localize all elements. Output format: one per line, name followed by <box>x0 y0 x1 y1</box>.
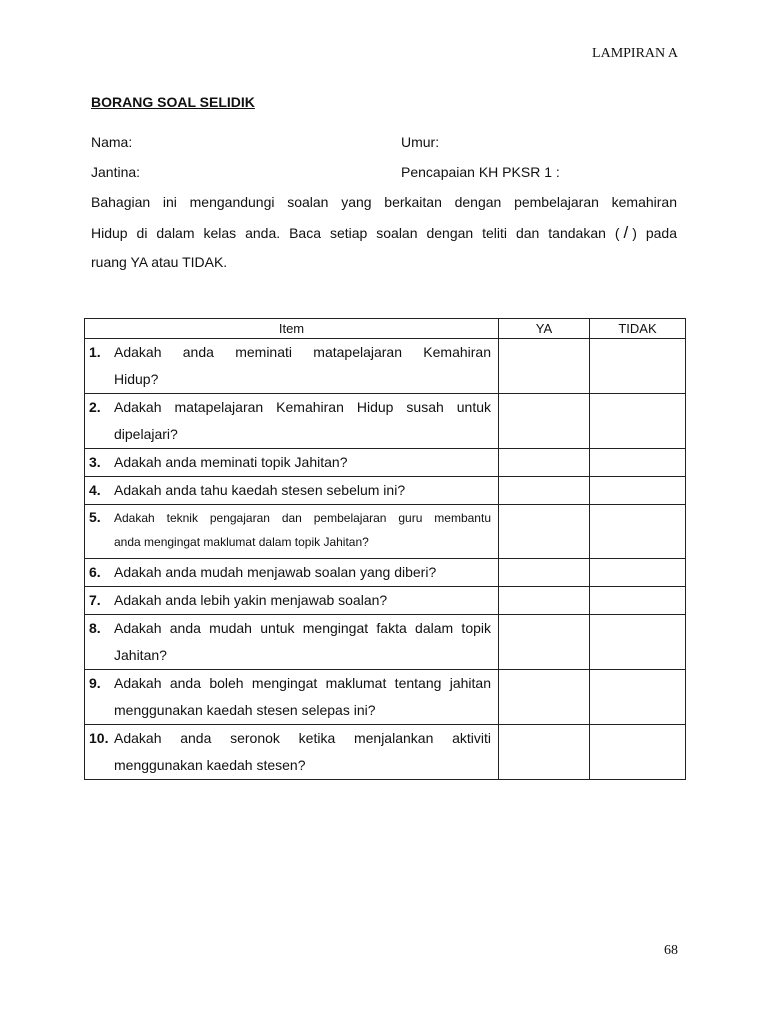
question-number: 6. <box>89 564 101 580</box>
answer-tidak-cell[interactable] <box>590 587 686 615</box>
instructions-line-2 <box>91 218 677 249</box>
answer-ya-cell[interactable] <box>499 339 590 394</box>
question-text: Adakah anda seronok ketika menjalankan aktiviti <box>114 730 491 746</box>
instructions-line-2a: Hidup di dalam kelas anda. Baca setiap soalan dengan teliti dan tandakan ( <box>91 224 620 241</box>
answer-ya-cell[interactable] <box>499 394 590 449</box>
table-row <box>85 725 686 780</box>
form-title: BORANG SOAL SELIDIK <box>91 94 255 110</box>
answer-ya-cell[interactable] <box>499 587 590 615</box>
answer-tidak-cell[interactable] <box>590 615 686 670</box>
answer-tidak-cell[interactable] <box>590 449 686 477</box>
table-row <box>85 559 686 587</box>
question-text: menggunakan kaedah stesen? <box>114 757 306 773</box>
answer-ya-cell[interactable] <box>499 670 590 725</box>
answer-tidak-cell[interactable] <box>590 725 686 780</box>
question-number: 2. <box>89 399 101 415</box>
instructions-line-1: Bahagian ini mengandungi soalan yang berkaitan dengan pembelajaran kemahiran <box>91 194 677 210</box>
pencapaian-label: Pencapaian KH PKSR 1 : <box>401 164 560 180</box>
table-row <box>85 670 686 725</box>
question-text: Jahitan? <box>114 647 167 663</box>
question-number: 4. <box>89 482 101 498</box>
header-item: Item <box>85 319 499 339</box>
appendix-label: LAMPIRAN A <box>592 46 678 61</box>
question-number: 9. <box>89 675 101 691</box>
nama-label: Nama: <box>91 134 133 150</box>
answer-tidak-cell[interactable] <box>590 559 686 587</box>
instructions-line-3: ruang YA atau TIDAK. <box>91 254 228 270</box>
question-text: Adakah anda mudah untuk mengingat fakta dalam topik <box>114 620 491 636</box>
answer-ya-cell[interactable] <box>499 559 590 587</box>
question-text: Adakah anda tahu kaedah stesen sebelum ini? <box>114 482 406 498</box>
answer-tidak-cell[interactable] <box>590 670 686 725</box>
question-text: Adakah anda mudah menjawab soalan yang diberi? <box>114 564 437 580</box>
tick-mark-symbol: / <box>623 222 629 242</box>
answer-tidak-cell[interactable] <box>590 477 686 505</box>
question-text: anda mengingat maklumat dalam topik Jahitan? <box>114 535 369 549</box>
question-text: Adakah anda meminati matapelajaran Kemahiran <box>114 344 491 360</box>
questionnaire-table <box>84 318 686 780</box>
question-number: 8. <box>89 620 101 636</box>
table-header-row <box>85 319 686 339</box>
table-row <box>85 449 686 477</box>
question-text: Adakah anda boleh mengingat maklumat tentang jahitan <box>114 675 491 691</box>
answer-ya-cell[interactable] <box>499 449 590 477</box>
question-text: Adakah anda meminati topik Jahitan? <box>114 454 348 470</box>
question-text: Adakah matapelajaran Kemahiran Hidup susah untuk <box>114 399 491 415</box>
question-number: 1. <box>89 344 101 360</box>
answer-ya-cell[interactable] <box>499 725 590 780</box>
instructions-paragraph <box>91 188 677 278</box>
question-number: 7. <box>89 592 101 608</box>
question-text: menggunakan kaedah stesen selepas ini? <box>114 702 376 718</box>
answer-ya-cell[interactable] <box>499 615 590 670</box>
question-text: Adakah anda lebih yakin menjawab soalan? <box>114 592 388 608</box>
answer-ya-cell[interactable] <box>499 477 590 505</box>
question-number: 3. <box>89 454 101 470</box>
question-text: Adakah teknik pengajaran dan pembelajaran guru membantu <box>114 511 491 525</box>
answer-tidak-cell[interactable] <box>590 505 686 559</box>
jantina-label: Jantina: <box>91 164 141 180</box>
table-row <box>85 339 686 394</box>
header-tidak: TIDAK <box>590 319 686 339</box>
instructions-line-2b: ) pada <box>632 224 677 241</box>
table-row <box>85 505 686 559</box>
question-number: 10. <box>89 730 109 746</box>
umur-label: Umur: <box>401 134 440 150</box>
question-text: Hidup? <box>114 371 159 387</box>
answer-tidak-cell[interactable] <box>590 339 686 394</box>
answer-ya-cell[interactable] <box>499 505 590 559</box>
question-text: dipelajari? <box>114 426 178 442</box>
question-number: 5. <box>89 509 101 525</box>
table-row <box>85 477 686 505</box>
table-row <box>85 615 686 670</box>
page-number: 68 <box>664 943 678 958</box>
answer-tidak-cell[interactable] <box>590 394 686 449</box>
header-ya: YA <box>499 319 590 339</box>
table-row <box>85 587 686 615</box>
table-row <box>85 394 686 449</box>
